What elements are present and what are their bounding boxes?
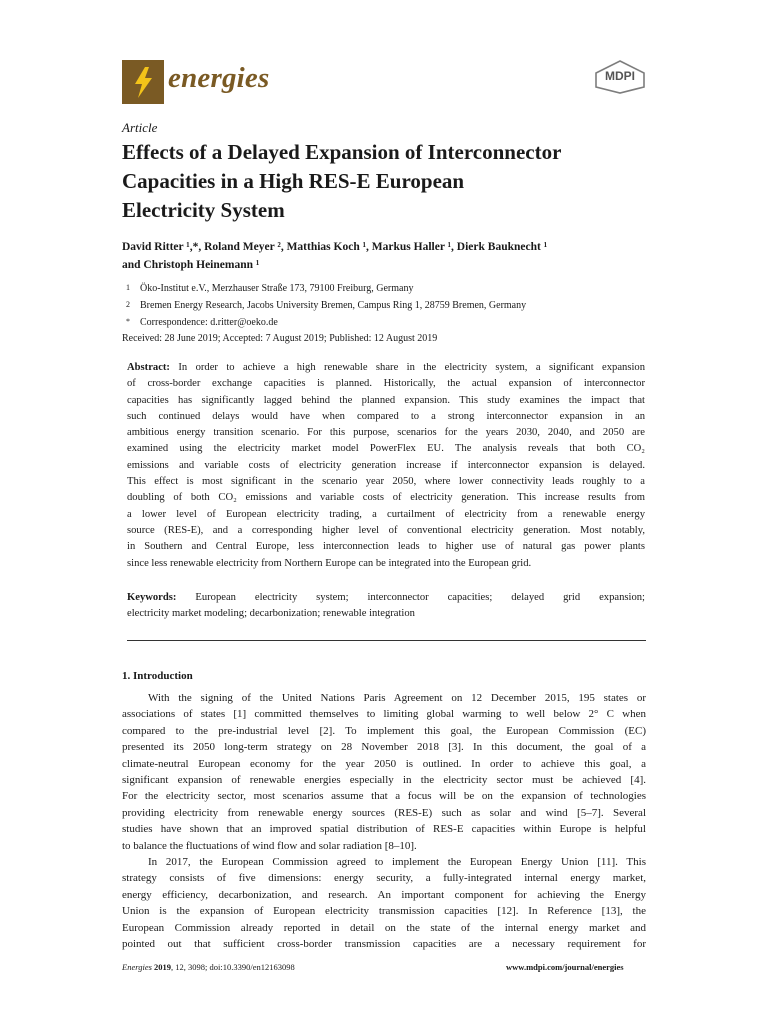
abstract-line: doubling of both CO₂ emissions and variable costs of electricity generation. This increase results from <box>127 492 645 504</box>
mdpi-logo-text: MDPI <box>605 69 635 83</box>
publication-dates: Received: 28 June 2019; Accepted: 7 August 2019; Published: 12 August 2019 <box>122 333 438 344</box>
journal-logo <box>122 60 164 104</box>
section-divider <box>127 640 646 641</box>
paragraph-line: With the signing of the United Nations Paris Agreement on 12 December 2015, 195 states or <box>148 692 646 704</box>
abstract-line: since less renewable electricity from Northern Europe can be integrated into the European grid. <box>127 557 532 569</box>
paragraph-line: studies have shown that an improved spatial distribution of RES-E capacities within Europe is helpful <box>122 823 646 836</box>
footer-citation: , 12, 3098; doi:10.3390/en12163098 <box>171 962 295 972</box>
paragraph-line: providing electricity from renewable energy sources (RES-E) such as solar and wind [5–7]. Several <box>122 806 646 819</box>
correspondence <box>126 314 526 331</box>
affiliation-marker: 2 <box>126 300 130 309</box>
keywords-label: Keywords: <box>127 592 177 603</box>
abstract-line: emissions and variable costs of electricity generation increase if interconnector expansion is delayed. <box>127 459 645 471</box>
author-line: and Christoph Heinemann ¹ <box>122 259 260 271</box>
paragraph-line: pointed out that sufficient cross-border transmission capacities are a necessary requirement for <box>122 938 646 951</box>
abstract <box>127 360 645 572</box>
affiliation-text: Bremen Energy Research, Jacobs University Bremen, Campus Ring 1, 28759 Bremen, Germany <box>140 300 527 311</box>
article-type: Article <box>122 120 158 135</box>
affiliation <box>126 297 526 314</box>
affiliation-marker: * <box>126 317 130 326</box>
title-line: Capacities in a High RES-E European <box>122 169 465 193</box>
abstract-line: source (RES-E), and a corresponding higher level of conventional electricity generation. Most notably, <box>127 524 645 536</box>
affiliations <box>126 280 526 331</box>
footer-journal: Energies <box>122 962 152 972</box>
abstract-line: examined using the electricity market model PowerFlex EU. The analysis reveals that both CO₂ <box>127 443 645 455</box>
paragraph-line: significant expansion of renewable energies especially in the electricity sector must be achieved [4]. <box>122 774 646 787</box>
introduction-body <box>122 690 646 953</box>
abstract-line: a lower level of European electricity trading, a curtailment of electricity from a renewable energy <box>127 508 645 520</box>
keywords-line: Keywords: European electricity system; interconnector capacities; delayed grid expansion; <box>127 592 645 603</box>
keywords <box>127 590 645 623</box>
paragraph-line: Union is the expansion of European electricity transmission capacities [12]. In Reference [13], the <box>122 905 646 918</box>
paragraph-line: strategy consists of five dimensions: energy security, a fully-integrated internal energy market, <box>122 872 646 885</box>
paragraph-line: compared to the pre-industrial level [2]. To implement this goal, the European Commission (EC) <box>122 724 646 737</box>
affiliation <box>126 280 526 297</box>
paragraph-line: European Commission already reported in detail on the state of the internal energy market and <box>122 921 646 934</box>
citation-footer <box>122 962 295 972</box>
paragraph-line: presented its 2050 long-term strategy on 28 November 2018 [3]. In this document, the goal of a <box>122 741 646 754</box>
paragraph-line: associations of states [1] committed themselves to limiting global warming to well below 2° C when <box>122 708 646 721</box>
affiliation-text: Öko-Institut e.V., Merzhauser Straße 173, 79100 Freiburg, Germany <box>140 283 414 294</box>
journal-url-link[interactable]: www.mdpi.com/journal/energies <box>506 962 624 972</box>
paragraph-line: energy efficiency, decarbonization, and research. An important component for achieving the Energy <box>122 888 646 901</box>
affiliation-marker: 1 <box>126 283 130 292</box>
footer-year: 2019 <box>154 962 172 972</box>
abstract-label: Abstract: <box>127 362 170 373</box>
paragraph-line: climate-neutral European economy for the year 2050 is outlined. In order to achieve this goal, a <box>122 757 646 770</box>
author-list <box>122 238 652 274</box>
title-line: Effects of a Delayed Expansion of Interconnector <box>122 140 562 164</box>
paragraph-line: For the electricity sector, most scenarios assume that a focus will be on the expansion of technologies <box>122 790 646 803</box>
abstract-line: This effect is most significant in the scenario year 2050, where lower connectivity leads roughly to a <box>127 476 645 488</box>
paragraph-line: to balance the fluctuations of wind flow and solar radiation [8–10]. <box>122 839 417 852</box>
abstract-line: ambitious energy transition scenario. For this purpose, scenarios for the years 2030, 2040, and 2050 are <box>127 427 645 439</box>
title-line: Electricity System <box>122 198 285 222</box>
paragraph-line: In 2017, the European Commission agreed to implement the European Energy Union [11]. This <box>148 856 646 869</box>
abstract-line: in Southern and Central Europe, less interconnection leads to higher use of natural gas power plants <box>127 541 645 553</box>
mdpi-logo <box>594 60 646 94</box>
keywords-line: electricity market modeling; decarbonization; renewable integration <box>127 608 415 620</box>
abstract-line: Abstract: In order to achieve a high renewable share in the electricity system, a significant expansion <box>127 362 646 373</box>
author-line: David Ritter ¹,*, Roland Meyer ², Matthias Koch ¹, Markus Haller ¹, Dierk Bauknecht ¹ <box>122 241 548 253</box>
section-heading: 1. Introduction <box>122 670 193 682</box>
lightning-icon <box>122 60 164 104</box>
correspondence-email[interactable]: Correspondence: d.ritter@oeko.de <box>140 317 278 328</box>
abstract-line: capacities has significantly lagged behind the planned expansion. This study examines the impact that <box>127 394 645 406</box>
article-title <box>122 138 642 225</box>
abstract-line: of cross-border exchange capacities is planned. Historically, the actual expansion of interconnector <box>127 378 645 390</box>
journal-name: energies <box>168 62 270 94</box>
abstract-line: such continued delays would have when compared to a strong interconnector expansion in an <box>127 410 645 422</box>
